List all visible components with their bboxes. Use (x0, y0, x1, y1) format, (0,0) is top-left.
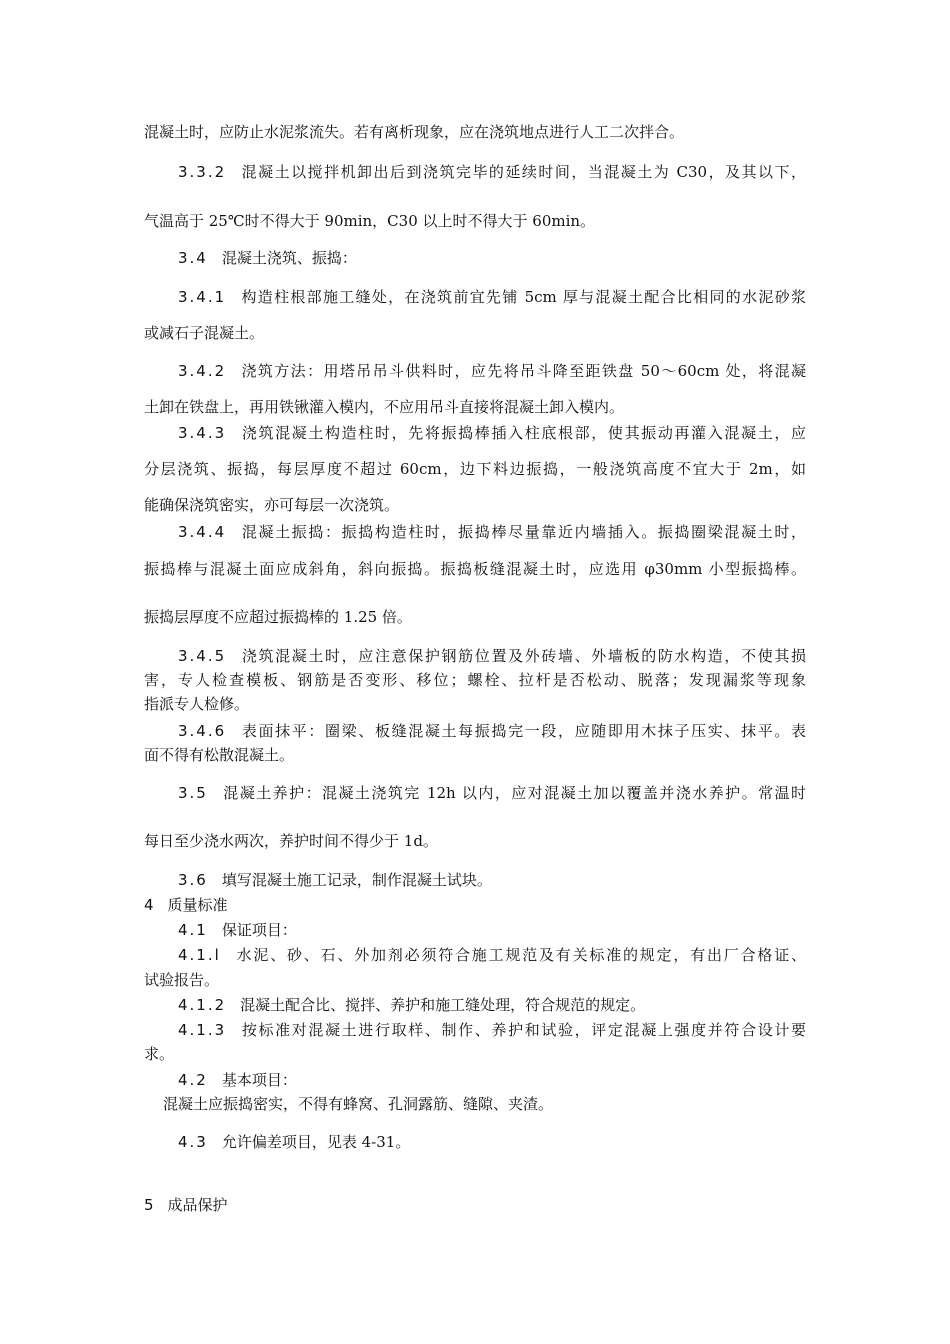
heading-5: 5 成品保护 (144, 1196, 228, 1214)
text-line: 指派专人检修。 (144, 695, 250, 713)
section-3-6: 3.6 填写混凝土施工记录，制作混凝土试块。 (178, 871, 492, 889)
section-3-4: 3.4 混凝土浇筑、振捣： (178, 249, 357, 267)
text-line: 每日至少浇水两次，养护时间不得少于 1d。 (144, 832, 438, 850)
text-line: 气温高于 25℃时不得大于 90min，C30 以上时不得大于 60min。 (144, 212, 596, 230)
text-line: 求。 (144, 1045, 175, 1063)
text-line: 害，专人检查模板、钢筋是否变形、移位；螺栓、拉杆是否松动、脱落；发现漏浆等现象 (144, 671, 806, 689)
text-line: 振捣棒与混凝土面应成斜角，斜向振捣。振捣板缝混凝土时，应选用 φ30mm 小型振捣棒。 (144, 560, 806, 578)
heading-4: 4 质量标准 (144, 896, 228, 914)
text-line: 能确保浇筑密实，亦可每层一次浇筑。 (144, 496, 400, 514)
section-4-1-1: 4.1.l 水泥、砂、石、外加剂必须符合施工规范及有关标准的规定，有出厂合格证、 (178, 946, 806, 964)
section-4-2: 4.2 基本项目： (178, 1071, 297, 1089)
text-line: 土卸在铁盘上，再用铁锹灌入模内，不应用吊斗直接将混凝土卸入模内。 (144, 398, 625, 416)
section-3-4-5: 3.4.5 浇筑混凝土时，应注意保护钢筋位置及外砖墙、外墙板的防水构造，不使其损 (178, 647, 806, 665)
text-line: 面不得有松散混凝土。 (144, 746, 295, 764)
section-3-4-4: 3.4.4 混凝土振捣：振捣构造柱时，振捣棒尽量靠近内墙插入。振捣圈梁混凝土时， (178, 523, 806, 541)
text-line: 混凝土时，应防止水泥浆流失。若有离析现象，应在浇筑地点进行人工二次拌合。 (144, 123, 685, 141)
text-line: 试验报告。 (144, 971, 220, 989)
section-4-3: 4.3 允许偏差项目，见表 4-31。 (178, 1133, 411, 1151)
section-3-4-1: 3.4.1 构造柱根部施工缝处，在浇筑前宜先铺 5cm 厚与混凝土配合比相同的水泥砂浆 (178, 288, 806, 306)
section-3-5: 3.5 混凝土养护：混凝土浇筑完 12h 以内，应对混凝土加以覆盖并浇水养护。常温时 (178, 784, 806, 802)
text-line: 振捣层厚度不应超过振捣棒的 1.25 倍。 (144, 608, 412, 626)
section-3-4-6: 3.4.6 表面抹平：圈梁、板缝混凝土每振捣完一段，应随即用木抹子压实、抹平。表 (178, 722, 806, 740)
text-line: 混凝土应振捣密实，不得有蜂窝、孔洞露筋、缝隙、夹渣。 (163, 1095, 554, 1113)
section-4-1-2: 4.1.2 混凝土配合比、搅拌、养护和施工缝处理，符合规范的规定。 (178, 996, 646, 1014)
section-4-1: 4.1 保证项目： (178, 921, 297, 939)
section-4-1-3: 4.1.3 按标准对混凝土进行取样、制作、养护和试验，评定混凝上强度并符合设计要 (178, 1021, 806, 1039)
text-line: 分层浇筑、振捣，每层厚度不超过 60cm，边下料边振捣，一般浇筑高度不宜大于 2m，如 (144, 460, 806, 478)
section-3-4-2: 3.4.2 浇筑方法：用塔吊吊斗供料时，应先将吊斗降至距铁盘 50～60cm 处，将混凝 (178, 362, 806, 380)
text-line: 或减石子混凝土。 (144, 324, 265, 342)
section-3-4-3: 3.4.3 浇筑混凝土构造柱时，先将振捣棒插入柱底根部，使其振动再灌入混凝土，应 (178, 424, 806, 442)
section-3-3-2: 3.3.2 混凝土以搅拌机卸出后到浇筑完毕的延续时间，当混凝土为 C30，及其以下， (178, 163, 806, 181)
